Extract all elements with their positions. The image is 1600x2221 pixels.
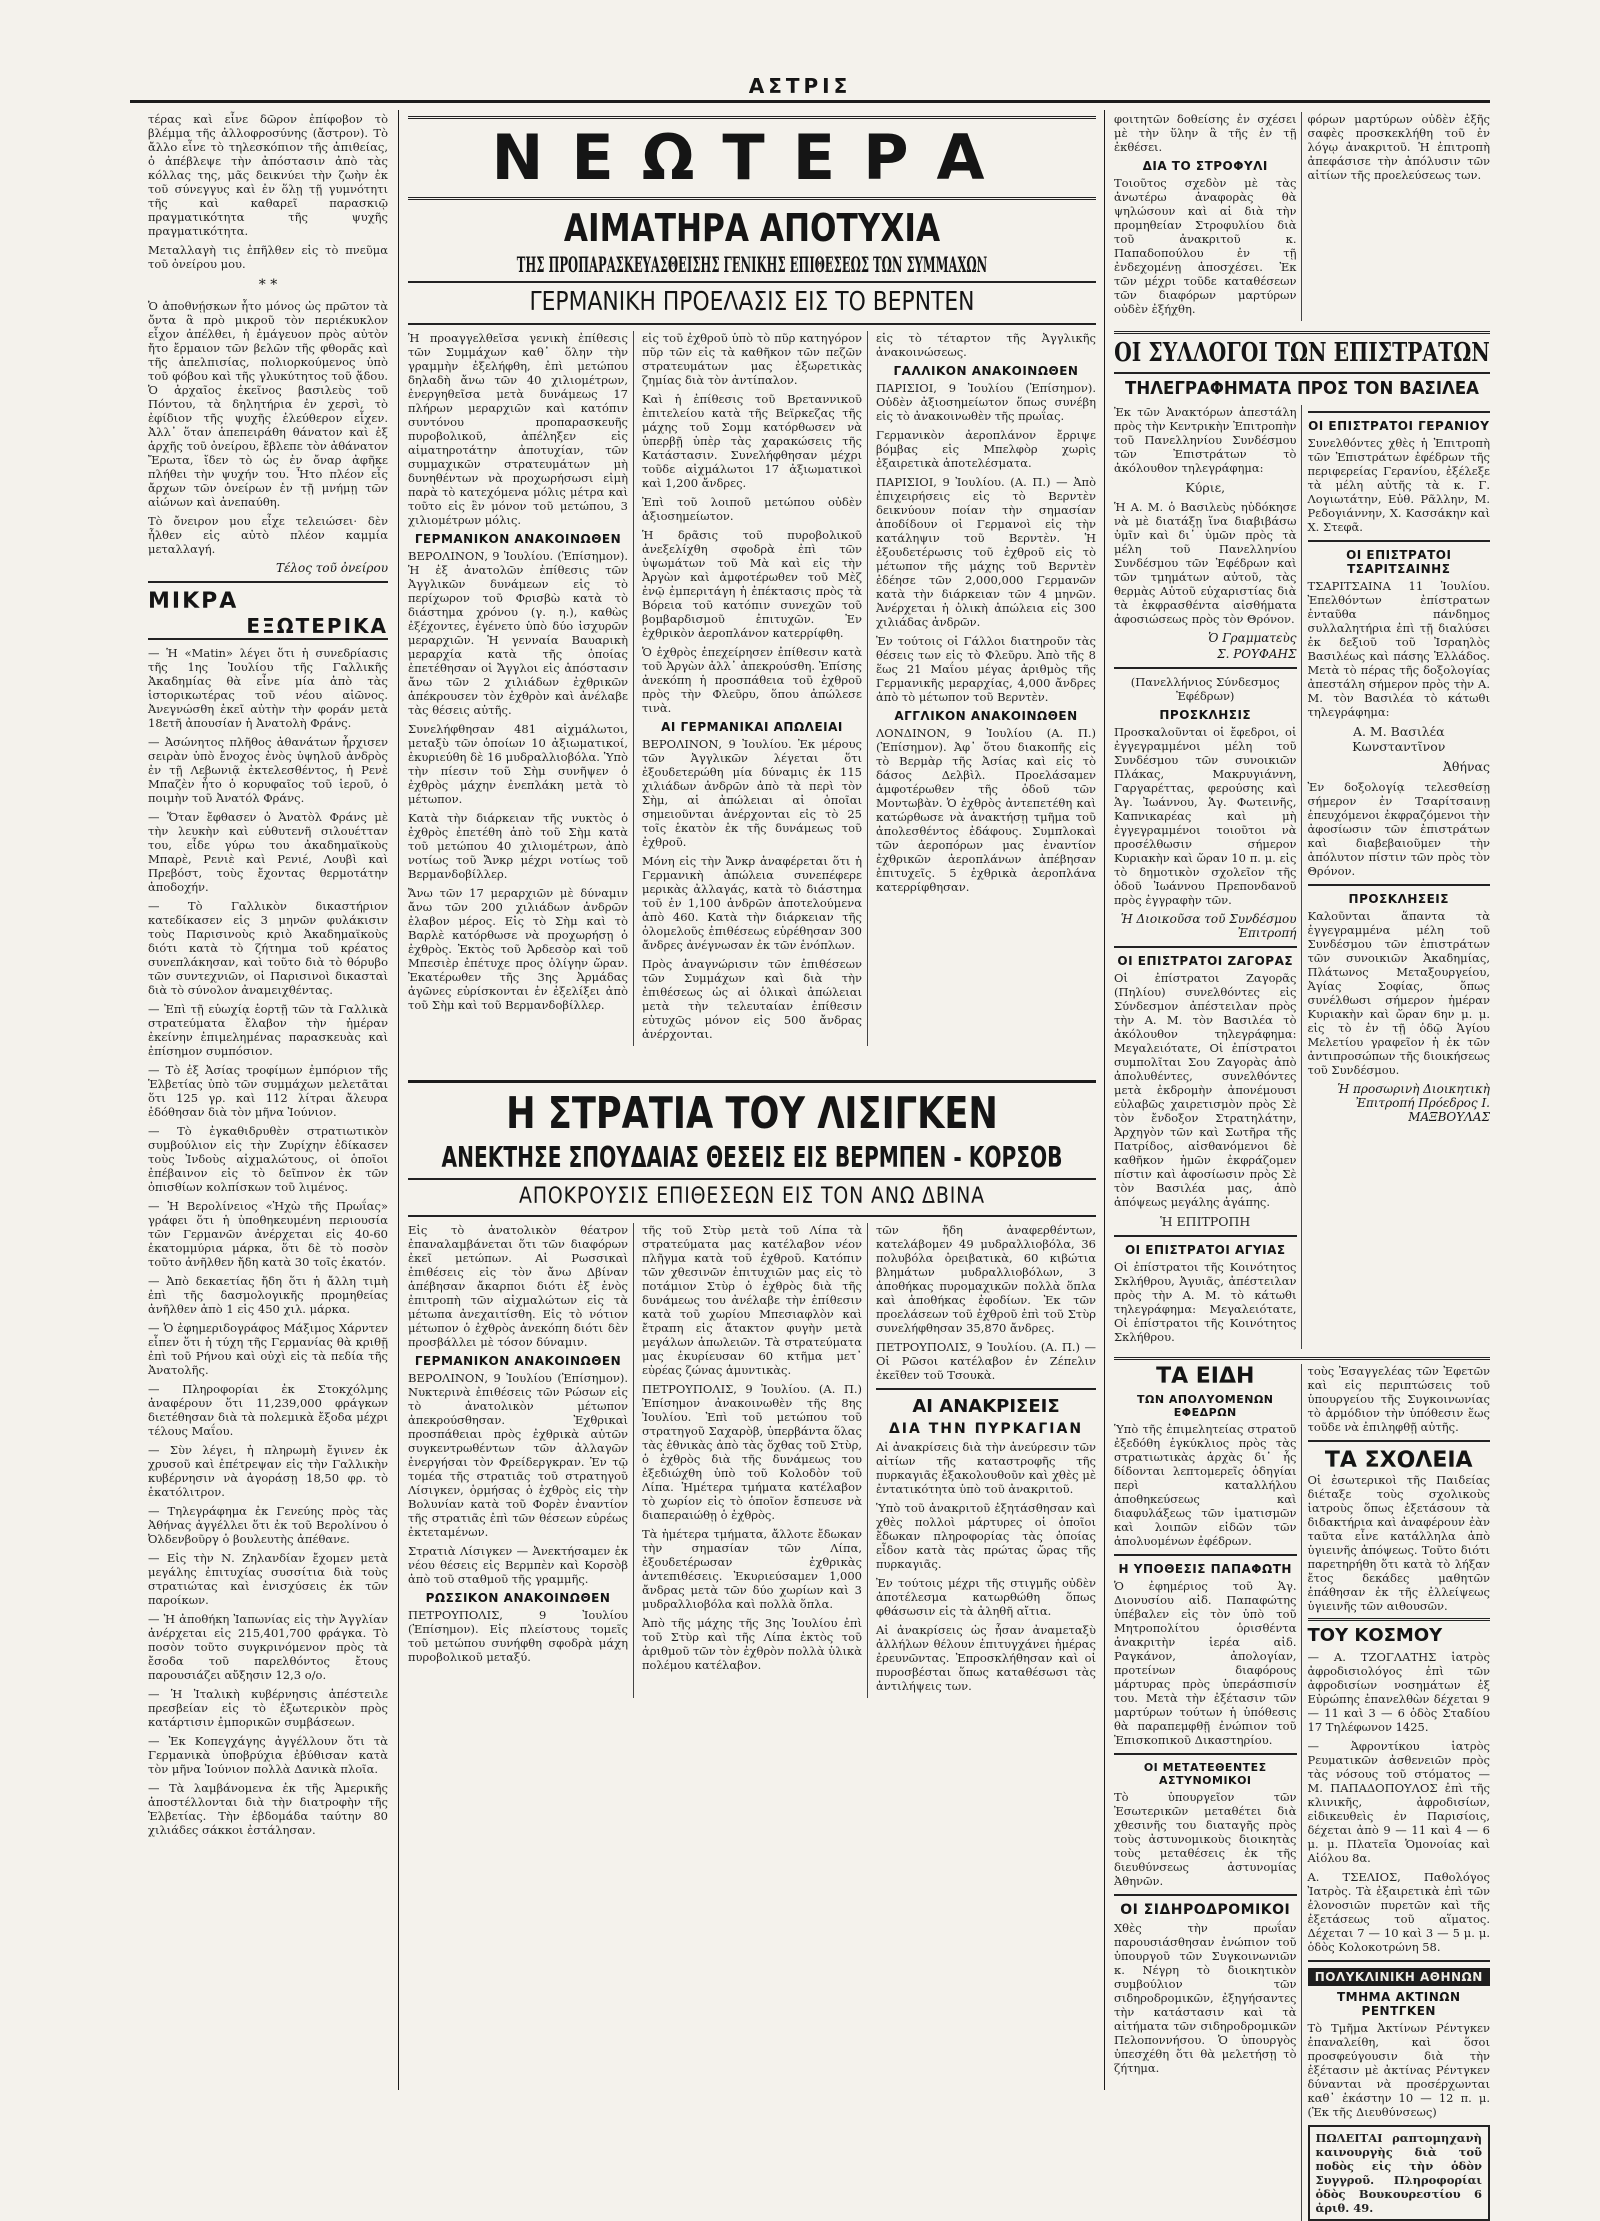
lisigken-headline: Η ΣΤΡΑΤΙΑ ΤΟΥ ΛΙΣΙΓΚΕΝ [506,1088,998,1139]
sxoleia-heading: ΤΑ ΣΧΟΛΕΙΑ [1324,1448,1473,1474]
lisigken-column-3-body [876,1223,1096,1382]
right-lower-subcolumn-2 [1308,1364,1491,2221]
news-paragraph: ΠΕΤΡΟΥΠΟΛΙΣ, 9 Ἰουλίου. (Α. Π.) — Οἱ Ρῶσοι κατέλαβον ἐν Ζέπελιν ἐκεῖθεν τοῦ Τσουκὰ. [876,1340,1096,1382]
right-top-right [1308,112,1491,321]
polyklinik-rule [1308,1960,1491,1962]
news-paragraph: Καὶ ἡ ἐπίθεσις τοῦ Βρεταννικοῦ ἐπιτελείου κατὰ τῆς Βεϊρκεζας τῆς μάχης τοῦ Σομμ κατόρθωσεν νὰ ὑπερβῇ ὑπὲρ τὰς χαρακώσεις τῆς Κατάστασιν. Συνελήφθησαν μέχρι τοῦδε αἰχμάλωτοι 17 ἀξιωματικοὶ καὶ 1,200 ἄνδρες. [642,392,862,490]
syllogoi-heading: ΟΙ ΣΥΛΛΟΓΟΙ ΤΩΝ ΕΠΙΣΤΡΑΤΩΝ [1114,338,1490,368]
news-paragraph: Εἰς τὸ ἀνατολικὸν θέατρον ἐπαναλαμβάνεται ὅτι τῶν διαφόρων ἐκεῖ μετώπων. Αἱ Ρωσσικαὶ ἐπιθέσεις εἰς τὸν ἄνω Δβίναν ἀπέβησαν ἄκαρποι διότι ἐξ ἑνὸς ἐπιτροπὴ τῶν αἰχμαλώτων εἰς τὰ μέτωπα ἀνεχαιτίσθη. Εἰς τὸ νότιον μέτωπον ὁ ἐχθρὸς ἀνεκόπη διότι δὲν προσβάλλει μὲ τόσον δύναμιν. [408,1223,628,1349]
news-paragraph: Πρὸς ἀναγνώρισιν τῶν ἐπιθέσεων τῶν Συμμάχων καὶ διὰ τὴν ἐπιθέσεως ὡς αἱ ὁλικαὶ ἀπώλειαι μετὰ τὴν τελευταίαν ἐπίθεσιν εὐτυχῶς μόνον εἰς 500 ἄνδρας ἀνέρχονται. [642,957,862,1041]
lisigken-column-3 [876,1223,1096,1698]
panel-body: Προσκαλοῦνται οἱ ἔφεδροι, οἱ ἐγγεγραμμένοι μέλη τοῦ Συνδέσμου τῶν συνοικιῶν Πλάκας, Μακρυγιάννη, Γαργαρέττας, φερούσης καὶ Ἁγ. Ἰωάννου, Ἁγ. Φωτεινῆς, Καπνικαρέας καὶ μὴ ἐγγεγραμμένοι τοιοῦτοι νὰ προσέλθωσιν σήμερον Κυριακὴν καὶ ὥραν 10 π. μ. εἰς τὸ δημοτικὸν σχολεῖον τῆς ὁδοῦ Ἰωάννου Πρεπονδανοῦ πρὸς ἐγγραφὴν τῶν. [1114,725,1297,908]
news-paragraph: ΛΟΝΔΙΝΟΝ, 9 Ἰουλίου (Α. Π.) (Ἐπίσημον). Ἀφ᾿ ὅτου διακοπῆς εἰς τὸ Βερμὰρ τῆς Ἀσίας καὶ εἰς τὸ δάσος Δελβὶλ. Προελάσαμεν ἀμφοτέρωθεν τῆς ὁδοῦ τῶν Μοντωβὰν. Ὁ ἐχθρὸς ἀντεπετέθη καὶ κατώρθωσε νὰ ἀνακτήσῃ τμῆμα τοῦ ἀπολεσθέντος ἐδάφους. Συμπλοκαὶ τῶν ἀεροπόρων μας ἐναντίον ἐχθρικῶν ἀεροπλάνων ἀπέβησαν ἐπιτυχεῖς. 5 ἐχθρικὰ ἀεροπλάνα κατερρίφθησαν. [876,726,1096,894]
news-paragraph: τῆς τοῦ Στὺρ μετὰ τοῦ Λίπα τὰ στρατεύματα μας κατέλαβον νέον πλῆγμα κατὰ τοῦ ἐχθροῦ. Κατόπιν τῶν χθεσινῶν ἐπιτυχιῶν μας εἰς τὸ ποτάμιον Στὺρ ὁ ἐχθρὸς διὰ τῆς δυνάμεως του ἀνέλαβε τὴν ἐπίθεσιν κατὰ τοῦ χωρίου Μπεσιαφλὸν καὶ ἔτραπη εἰς ἄτακτον φυγὴν μετὰ μεγάλων ἀπωλειῶν. Τὰ στρατεύματα μας ἐκυρίευσαν 60 κτῆμα μετ᾿ εὐρέας ζώνας ἀμυντικὰς. [642,1223,862,1377]
subhead2-rule [408,323,1096,325]
news-item: — Ἡ ἀποθήκη Ἰαπωνίας εἰς τὴν Ἀγγλίαν ἀνέρχεται εἰς 215,401,700 φράγκα. Τὸ ποσὸν τοῦτο συγκρινόμενον πρὸς τὰ ἔσοδα τοῦ παρελθόντος ἔτους παρουσιάζει αὔξησιν 12,3 ο/ο. [148,1612,388,1682]
news-paragraph: Κατὰ τὴν διάρκειαν τῆς νυκτὸς ὁ ἐχθρὸς ἐπετέθη ἀπὸ τοῦ Σὴμ κατὰ τοῦ μετώπου 40 χιλιομέτρων, ἀπὸ νοτίως τοῦ Ἄνκρ μέχρι νοτίως τοῦ Βερμανδοβίλλερ. [408,811,628,881]
tsaritsaini-city: Ἀθήνας [1442,759,1490,775]
left-divider [148,581,388,583]
lisigken-column-2 [642,1223,868,1698]
news-item: — Τὸ ἐξ Ἀσίας τροφίμων ἐμπόριον τῆς Ἑλβετίας ὑπὸ τῶν συμμάχων μελετᾶται ὅτι 125 γρ. καὶ 112 λίτραι ἄλευρα ἐδόθησαν διὰ τὸν μῆνα Ἰούνιον. [148,1063,388,1119]
papafotis-rule [1114,1554,1297,1556]
lisigken-subhead-2: ΑΠΟΚΡΟΥΣΙΣ ΕΠΙΘΕΣΕΩΝ ΕΙΣ ΤΟΝ ΑΝΩ ΔΒΙΝΑ [519,1184,985,1209]
classified-box [1308,2125,1491,2221]
lisigken-rule-2 [408,1215,1096,1217]
sxoleia-rule [1308,1440,1491,1442]
section-subheading: ΑΓΓΛΙΚΟΝ ΑΝΑΚΟΙΝΩΘΕΝ [894,709,1078,723]
panel-signature: Ἡ Διοικοῦσα τοῦ Συνδέσμου Ἐπιτροπή [1120,912,1297,941]
syllogoi-signature-role: Ὁ Γραμματεὺς [1208,631,1297,646]
story-column-3 [876,331,1096,1046]
polyklinik-body: Τὸ Τμῆμα Ἀκτίνων Ρέντγκεν ἐπαναλείθη, καὶ ὅσοι προσφεύγουσιν διὰ τὴν ἐξέτασιν μὲ ἀκτίνας Ρέντγκεν δύνανται νὰ προσέρχωνται καθ᾿ ἑκάστην 10 — 12 π. μ. (Ἐκ τῆς Διευθύνσεως) [1307,2021,1490,2120]
news-paragraph: Ὁ ἐχθρὸς ἐπεχείρησεν ἐπίθεσιν κατὰ τοῦ Ἀργὼν ἀλλ᾿ ἀπεκρούσθη. Ἐπίσης ἀνεκόπη ἡ προσπάθεια τοῦ ἐχθροῦ πρὸς τὴν Φλεῦρυ, ὅπου ἀπώλεσε τινὰ. [642,645,862,715]
news-paragraph: Ἀπὸ τῆς μάχης τῆς 3ης Ἰουλίου ἐπὶ τοῦ Στὺρ καὶ τῆς Λίπα ἐκτὸς τοῦ ἀριθμοῦ τῶν τὸν ἐχθρὸν πολλὰ ὑλικὰ πολέμου κατέλαβον. [642,1616,862,1672]
geraniou-heading: ΟΙ ΕΠΙΣΤΡΑΤΟΙ ΓΕΡΑΝΙΟΥ [1308,419,1490,433]
news-paragraph: τῶν ἤδη ἀναφερθέντων, κατελάβομεν 49 μυδραλλιοβόλα, 36 πολυβόλα ὀρειβατικὰ, 60 κιβώτια βλημάτων μυδραλλιοβόλων, 3 ἀποθήκας πυρομαχικῶν πολλὰ ὅπλα καὶ ἀποθήκας ἐφοδίων. Ἐκ τῶν προελάσεων τοῦ ἐχθροῦ ἐπὶ τοῦ Στὺρ συνελήφθησαν 35,870 ἄνδρες. [876,1223,1096,1335]
news-paragraph: Ὑπὸ τοῦ ἀνακριτοῦ ἐξητάσθησαν καὶ χθὲς πολλοὶ μάρτυρες οἱ ὁποῖοι ἔδωκαν πληροφορίας τὰς ὁποίας εἶδον κατὰ τὰς πρώτας ὥρας τῆς πυρκαγιᾶς. [876,1501,1096,1571]
news-item: — Ἀπὸ δεκαετίας ἤδη ὅτι ἡ ἄλλη τιμὴ ἐπὶ τῆς δασμολογικῆς προμηθείας ἀνῆλθεν ἀπὸ 1 εἰς 450 χιλ. μάρκα. [148,1274,388,1316]
news-paragraph: εἰς τοῦ ἐχθροῦ ὑπὸ τὸ πῦρ κατηγόρον πῦρ τῶν εἰς τὰ καθῆκον τῶν πεζῶν στρατευμάτων μας ἐξωρετικὰς ζημίας διὰ τὸν ἀντίπαλον. [642,331,862,387]
right-subcolumn-2 [1308,405,1491,1349]
polyklinik-subheading: ΤΜΗΜΑ ΑΚΤΙΝΩΝ ΡΕΝΤΓΚΕΝ [1336,1990,1461,2019]
tsaritsaini-body-2: Ἐν δοξολογίᾳ τελεσθείσῃ σήμερον ἐν Τσαρίτσαινῃ ἐπευχόμενοι ἐκφραζόμενοι τὴν ἀφοσίωσιν τῶν ἐπιστράτων καὶ διαβεβαιοῦμεν τὴν ἀπόλυτον πίστιν τῶν πρὸς τὸν Θρόνον. [1307,779,1490,878]
news-paragraph: Ἄνω τῶν 17 μεραρχιῶν μὲ δύναμιν ἄνω τῶν 200 χιλιάδων ἀνδρῶν ἐλαβον μέρος. Εἰς τὸ Σὴμ καὶ τὸ Βαρλὲ κατόρθωσε νὰ προχωρήσῃ ὁ ἐχθρὸς. Ἐκτὸς τοῦ Ἀρδεσὸρ καὶ τοῦ Μπεσιὲρ ἐπέτυχε προς ὀλίγην ὥραν. Ἐκατέρωθεν τῆς 3ης Ἀρμάδας ἀγῶνες εὑρίσκονται ἐν ἐξελίξει ἀπὸ τοῦ Σὴμ καὶ τοῦ Βερμανδοβίλλερ. [408,886,628,1012]
main-headline: ΑΙΜΑΤΗΡΑ ΑΠΟΤΥΧΙΑ [563,206,941,250]
right-top-left [1114,112,1302,321]
subhead-rule [408,281,1096,283]
right-lower-subcolumn-1 [1114,1364,1302,2221]
left-paragraph-2: Μεταλλαγὴ τις ἐπῆλθεν εἰς τὸ πνεῦμα τοῦ ὀνείρου μου. [148,243,388,271]
agyias-body: Οἱ ἐπίστρατοι τῆς Κοινότητος Σκλήθρου, Ἀγυιᾶς, ἀπέστειλαν πρὸς τὴν Α. Μ. τὸ κάτωθι τηλεγράφημα: Μεγαλειότατε, Οἱ ἐπίστρατοι τῆς Κοινότητος Σκλήθρου. [1114,1260,1297,1345]
news-paragraph: ΠΕΤΡΟΥΠΟΛΙΣ, 9 Ἰουλίου (Ἐπίσημον). Εἰς πλείστους τομεῖς τοῦ μετώπου συνήφθη σφοδρὰ μάχη πυροβολικοῦ μεταξύ. [408,1608,628,1664]
news-paragraph: Μόνη εἰς τὴν Ἄνκρ ἀναφέρεται ὅτι ἡ Γερμανικὴ ἀπώλεια συνεπέφερε μερικὰς ἀλλαγάς, κατὰ τὸ διάστημα τοῦ ἐν 1,100 ἀνδρῶν ἀποτελούμενα ἀπὸ 460. Κατὰ τὴν διάρκειαν τῆς ὁλομελοῦς ἐπιθέσεως εὑρέθησαν 300 ἄνδρες ἀνέγνωσαν ἐκ τῶν ἑνόπλων. [642,854,862,952]
geraniou-rule [1308,411,1491,413]
center-lisigken-story [408,1088,1096,2088]
news-paragraph: Ἐν τούτοις οἱ Γάλλοι διατηροῦν τὰς θέσεις των εἰς τὸ Φλεῦρυ. Ἀπὸ τῆς 8 ἕως 21 Μαΐου μέγας ἀριθμὸς τῆς Γερμανικῆς μεραρχίας, 4,000 ἄνδρες ἀπὸ τὸ μέτωπον τοῦ Βερντὲν. [876,634,1096,704]
news-paragraph: ΒΕΡΟΛΙΝΟΝ, 9 Ἰουλίου. (Ἐπίσημον). Ἡ ἐξ ἀνατολῶν ἐπίθεσις τῶν Ἀγγλικῶν δυνάμεων εἰς τὸ περίχωρον τοῦ Φρισβὼ κατὰ τὸ διάστημα χρόνου (γ. η.), καθὼς ἐξέχοντες, ἐγένετο ὑπὸ δύο ἰσχυρῶν μεραρχιῶν. Ἡ γενναία Βαυαρικὴ μεραρχία κατὰ τῆς ὁποίας ἐπετέθησαν οἱ Ἄγγλοι εἰς ἀπόστασιν ἄνω τῶν 2 χιλιάδων ἐχθρικῶν ἀπέκρουσεν τὸν ἐχθρὸν καὶ ἀνέλαβε τὰς θέσεις αὐτῆς. [408,549,628,717]
advertisement-item: Α. ΤΣΕΛΙΟΣ, Παθολόγος Ἰατρὸς. Τὰ ἐξαιρετικὰ ἐπὶ τῶν ἐλονοσιῶν πυρετῶν καὶ τῆς ἐξετάσεως τοῦ αἵματος. Δέχεται 7 — 10 καὶ 3 — 5 μ. μ. ὁδὸς Κολοκοτρώνη 58. [1307,1870,1490,1955]
kosmou-heading: ΤΟΥ ΚΟΣΜΟΥ [1307,1625,1443,1647]
strofyli-body: Τοιοῦτος σχεδὸν μὲ τὰς ἀνωτέρω ἀναφορὰς θὰ ψηλώσουν καὶ αἱ διὰ τὴν προμηθείαν Στροφυλίου διὰ τοῦ ἀνακριτοῦ κ. Παπαδοπούλου ἐν τῇ ἐνδεχομένῃ ἀποσχέσει. Ἐκ τῶν μέχρι τοῦδε καταθέσεων τῶν διαφόρων μαρτύρων οὐδὲν ἐξήχθη. [1114,176,1297,316]
classified-text: ΠΩΛΕΙΤΑΙ ραπτομηχανὴ καινουργὴς διὰ τοῦ ποδὸς εἰς τὴν ὁδὸν Συγγροῦ. Πληροφορίαι ὁδὸς Βουκουρεστίου 6 ἀριθ. 49. [1315,2131,1482,2216]
zagoras-heading: ΟΙ ΕΠΙΣΤΡΑΤΟΙ ΖΑΓΟΡΑΣ [1117,954,1294,969]
news-item: — Ἡ «Matin» λέγει ὅτι ἡ συνεδρίασις τῆς 1ης Ἰουλίου τῆς Γαλλικῆς Ἀκαδημίας θὰ εἶνε μία ἀπὸ τὰς ἱστορικωτέρας τοῦ νέου αἰῶνος. Ἀνεγνώσθη ἐκεῖ αὐτὴν τὴν φοράν μετὰ 18ετῆ ἀπουσίαν ἡ Ἀνατολὴ Φράνς. [148,646,388,730]
sidirodromikoi-heading: ΟΙ ΣΙΔΗΡΟΔΡΟΜΙΚΟΙ [1120,1902,1291,1919]
story-column-1 [408,331,634,1046]
right-lower-rule [1114,1357,1490,1360]
anakriseis-body [876,1440,1096,1693]
tsaritsaini-body: ΤΣΑΡΙΤΣΑΙΝΑ 11 Ἰουλίου. Ἐπελθόντων ἐπίστρατων ἐνταῦθα πάνδημος συλλαλητήρια ἐπὶ τῇ διαλύσει ἐκ δεξιοῦ τοῦ Ἰσραηλὸς Βασιλέως καὶ πάσης Ἑλλάδος. Μετὰ τὸ πέρας τῆς δοξολογίας ἀπεστάλη σήμερον πρὸς τὴν Α. Μ. τὸν Βασιλέα τὸ κάτωθι τηλεγράφημα: [1307,579,1490,719]
news-paragraph: Ἡ δρᾶσις τοῦ πυροβολικοῦ ἀνεξελίχθη σφοδρὰ ἐπὶ τῶν ὑψωμάτων τοῦ Μὰ καὶ εἰς τὴν Ἀργὼν καὶ ἀμφοτέρωθεν τοῦ Μὲζ ἐνῷ ἐμπεριτάγη ἡ ἐπέκτασις πρὸς τὰ Βόρεια τοῦ κατόπιν συνεχῶν τοῦ βομβαρδισμοῦ ἐπιτυχῶν. Ἐν ἐχθρικὸν ἀεροπλάνον κατερρίφθη. [642,528,862,640]
eidi-body: Ὑπὸ τῆς ἐπιμελητείας στρατοῦ ἐξεδόθη ἐγκύκλιος πρὸς τὰς στρατιωτικὰς ἀρχὰς δι᾿ ἧς δίδονται λεπτομερεῖς ὁδηγίαι περὶ καταλλήλου ἀποθηκεύσεως καὶ διαφυλάξεως τῶν ἱματισμῶν καὶ λοιπῶν εἰδῶν τῶν ἀπολυομένων ἐφέδρων. [1114,1422,1297,1549]
section-subheading: ΓΕΡΜΑΝΙΚΟΝ ΑΝΑΚΟΙΝΩΘΕΝ [414,532,622,546]
news-paragraph: Αἱ ἀνακρίσεις διὰ τὴν ἀνεύρεσιν τῶν αἰτίων τῆς καταστροφῆς τῆς πυρκαγιᾶς ἐξακολουθοῦν καὶ χθὲς μὲ ἐντατικότητα ὑπὸ τοῦ ἀνακριτοῦ. [876,1440,1096,1496]
running-head: ΑΣΤΡΙΣ [748,74,852,98]
news-paragraph: Γερμανικὸν ἀεροπλάνον ἔρριψε βόμβας εἰς Μπελφὸρ χωρὶς ἐξαιρετικὰ ἀποτελέσματα. [876,428,1096,470]
news-paragraph: ΠΑΡΙΣΙΟΙ, 9 Ἰουλίου. (Α. Π.) — Ἀπὸ ἐπιχειρήσεις εἰς τὸ Βερντὲν δεικνύουν ποίαν τὴν σημασίαν ἀποδίδουν οἱ Γερμανοὶ εἰς τὴν κατάληψιν τοῦ Βερντὲν. Ἡ ἐξουδετέρωσις τοῦ ἐχθροῦ εἰς τὸ μέτωπον τῆς μάχης τοῦ Βερντὲν ἐδέησε τῶν 2,000,000 Γερμανῶν κατὰ τὴν διάρκειαν τῶν 4 μηνῶν. Ἀνέρχεται ἡ ὀλικὴ ἀπώλεια εἰς 300 χιλιάδας ἀνδρῶν. [876,475,1096,629]
news-item: — Ἡ Βερολίνειος «Ἠχὼ τῆς Πρωΐας» γράφει ὅτι ἡ ὑποθηκευμένη περιουσία τῶν Γερμανῶν ἀνέρχεται εἰς 40-60 ἑκατομμύρια μάρκα, ὅτι δὲ τὸ ποσὸν τοῦτο ἀνῆλθεν ἤδη κατὰ 30 τοῖς ἑκατόν. [148,1199,388,1269]
news-item: — Ἐπὶ τῇ εὐωχίᾳ ἑορτῇ τῶν τὰ Γαλλικὰ στρατεύματα ἔλαβον τὴν ἡμέραν ἐκείνην ἐπιμελημένας παρασκευὰς καὶ ἐπίσημον συμπόσιον. [148,1002,388,1058]
anakriseis-subheading: ΔΙΑ ΤΗΝ ΠΥΡΚΑΓΙΑΝ [888,1421,1084,1437]
eidi-heading: ΤΑ ΕΙΔΗ [1156,1364,1255,1390]
news-item: — Τὸ Γαλλικὸν δικαστήριον κατεδίκασεν εἰς 3 μηνῶν φυλάκισιν τοὺς Παρισινοὺς κριὸ Ἀκαδημαϊκοὺς διότι κατὰ τὸ ζήτημα τοῦ κρέατος συνεπλάκησαν, καὶ τοῦτο διὰ τὸ θόρυβο τῶν συντεχνιῶν, οἱ Παρισινοὶ δικασταὶ διὰ τὸ σύνολον ἀναμειχθέντας. [148,899,388,997]
anakriseis-heading: ΑΙ ΑΝΑΚΡΙΣΕΙΣ [912,1396,1060,1417]
story-column-2 [642,331,868,1046]
asterisks-divider: * * [258,277,278,293]
section-subheading: ΓΕΡΜΑΝΙΚΟΝ ΑΝΑΚΟΙΝΩΘΕΝ [414,1354,622,1368]
section-subheading: ΑΙ ΓΕΡΜΑΝΙΚΑΙ ΑΠΩΛΕΙΑΙ [661,720,843,734]
proskleseis-signature: Ἡ προσωρινὴ Διοικητικὴ Ἐπιτροπή Πρόεδρος Ι. ΜΑΞΒΟΥΛΑΣ [1337,1081,1490,1124]
syllogoi-salutation: Κύριε, [1185,480,1226,495]
kosmou-rule [1308,1618,1491,1621]
polyklinik-heading: ΠΟΛΥΚΛΙΝΙΚΗ ΑΘΗΝΩΝ [1308,1968,1491,1986]
anakriseis-rule [876,1388,1096,1390]
news-item: — Σὺν λέγει, ἡ πληρωμὴ ἔγινεν ἐκ χρυσοῦ καὶ ἐπέτρεψαν εἰς τὴν Γαλλικὴν κυβέρνησιν νὰ ἀγοράσῃ 18,50 φρ. τὸ ἑκατόλιτρον. [148,1443,388,1499]
syllogoi-rule [1114,372,1490,374]
news-paragraph: ΒΕΡΟΛΙΝΟΝ, 9 Ἰουλίου (Ἐπίσημον). Νυκτερινὰ ἐπιθέσεις τῶν Ρώσων εἰς τὸ ἀνατολικὸν μέτωπον ἀπεκρούσθησαν. Ἐχθρικαὶ προσπάθειαι πρὸς ἐχθρικὰ αὐτῶν συγκεντρωθέντων τῶν ἀλλαγῶν ἐνεργήσαι τὸν Φρείδεργκραν. Ἐν τῷ τομέα τῆς στρατιᾶς τοῦ στρατηγοῦ Λίσιγκεν, ὁρμήσας ὁ ἐχθρὸς εἰς τὴν Βολυνίαν κατὰ τοῦ Φορὲν ἐναντίον τῆς στρατιᾶς ἐπὶ τῶν θέσεων εὐρέως ἐκτεταμένων. [408,1371,628,1539]
right-subcolumn-1 [1114,405,1302,1349]
eidi-subheading: ΤΩΝ ΑΠΟΛΥΟΜΕΝΩΝ ΕΦΕΔΡΩΝ [1136,1393,1274,1420]
news-item: — Τὰ λαμβάνομενα ἐκ τῆς Ἀμερικῆς ἀποστέλλονται διὰ τὴν διατροφὴν τῆς Ἑλβετίας. Τὴν ἐβδομάδα ταύτην 80 χιλιάδες σάκκοι ἐστάλησαν. [148,1781,388,1837]
right-column [1114,112,1490,2216]
right-top-right-text: φόρων μαρτύρων οὐδὲν ἐξῆς σαφὲς προσκεκλήθη τοῦ ἐν λόγῳ ἀνακριτοῦ. Ἡ ἐπιτροπὴ ἀπεφάσισε τὴν ἀπόλυσιν τῶν αἰτίων τῆς προελεύσεως των. [1307,112,1490,182]
story-columns [408,331,1096,1046]
right-lower-two-columns [1114,1364,1490,2221]
proskleseis-rule [1308,884,1491,886]
right-lower-top-text: τοὺς Ἐσαγγελέας τῶν Ἐφετῶν καὶ εἰς περιπτώσεις τοῦ ὑπουργείου τῆς Συγκοινωνίας τὸ ἀρμόδιον τὴν ὑπόθεσιν ἕως τοῦδε νὰ ἐπιληφθῇ αὐτῆς. [1307,1364,1490,1435]
tsaritsaini-heading: ΟΙ ΕΠΙΣΤΡΑΤΟΙ ΤΣΑΡΙΤΣΑΙΝΗΣ [1346,548,1452,576]
right-top-block [1114,112,1490,321]
left-paragraph-4: Τὸ ὄνειρον μου εἶχε τελειώσει· δὲν ἦλθεν εἰς αὐτὸ πλέον καμμία μεταλλαγή. [148,514,388,556]
metatethentes-rule [1114,1753,1297,1755]
syllogoi-signature-name: Σ. ΡΟΥΦΑΗΣ [1217,647,1297,662]
metatethentes-body: Τὸ ὑπουργεῖον τῶν Ἐσωτερικῶν μεταθέτει διὰ χθεσινῆς του διαταγῆς πρὸς τοὺς ἀστυνομικοὺς διοικητὰς τοὺς μεταθέσεις ἐκ τῆς διευθύνσεως ἀστυνομίας Ἀθηνῶν. [1114,1790,1297,1889]
neotera-masthead: ΝΕΩΤΕΡΑ [491,121,1013,194]
syllogoi-subheading: ΤΗΛΕΓΡΑΦΗΜΑΤΑ ΠΡΟΣ ΤΟΝ ΒΑΣΙΛΕΑ [1125,378,1479,399]
column-rule-1 [398,110,399,2090]
agyias-rule [1114,1235,1297,1237]
left-paragraph-3: Ὁ ἀποθνῄσκων ἦτο μόνος ὡς πρῶτον τὰ ὄντα ἃ πρὸ μικροῦ τὸν περιέκυκλον εἶχον ἀπέλθει, ἡ ἐμάγευον πρὸς αὐτὸν ἤτο ἔρμαιον τῶν βελῶν τῆς φθορᾶς καὶ τῆς ἀπελπισίας, πολιορκούμενος ὑπὸ τοῦ φόβου καὶ τῆς γλυκύτητος τοῦ ᾅδου. Ὁ ἀρχαῖος ἐκεῖνος βασιλεὺς τοῦ Πόντου, τὰ δηλητήρια ἐν χερσὶ, τὸ ἐφίδιον τῆς ψυχῆς ἐλεύθερον εἶχεν. Ἀλλ᾿ ὅταν ἀπεπειράθη θάνατον καὶ ἐξ ἀρχῆς τοῦ ὀνείρου, ἔβλεπε τὸν ἀθάνατον Ἔρωτα, ἴδεν τὸ ὡς ἐν ὄναρ ἀφῆκε πλήθει τὴν ψυχήν του. Ἦτο πλέον εἶς ἄρχων τῶν ὀνείρων ἐν τῇ μνήμῃ τῶν αἰώνων καὶ ἀνεπαύθη. [148,299,388,509]
news-item: — Ἐκ Κοπεγχάγης ἀγγέλλουν ὅτι τὰ Γερμανικὰ ὑποβρύχια ἐβύθισαν κατὰ τὸν μῆνα Ἰούνιον πολλὰ Δανικὰ πλοῖα. [148,1734,388,1776]
zagoras-body: Οἱ ἐπίστρατοι Ζαγορᾶς (Πηλίου) συνελθόντες εἰς Σύνδεσμον ἀπέστειλαν πρὸς τὴν Α. Μ. τὸν Βασιλέα τὸ ἀκόλουθον τηλεγράφημα: Μεγαλειότατε, Οἱ ἐπίστρατοι συμπολῖται Σου Ζαγορὰς ἀπὸ ἀπολυθέντες, συνελθόντες μετὰ ἐκδρομὴν ἀπονέμουσι εὐλαβῶς χαιρετισμὸν πρὸς Σὲ τὸν ἔνδοξον Στρατηλάτην, Ἀρχηγὸν τῶν καὶ Σωτῆρα τῆς Πατρίδος, αἰσθανόμενοι δὲ καθῆκον ἡμῶν ἐκφράζομεν πίστιν καὶ ἀφοσίωσιν πρὸς Σὲ τὸν Βασιλέα μας, ἀπὸ ἀπόψεως μεγάλης ἀγάπης. [1114,971,1297,1210]
news-paragraph: Ἐπὶ τοῦ λοιποῦ μετώπου οὐδὲν ἀξιοσημείωτον. [642,495,862,523]
center-top-story [408,112,1096,1072]
syllogoi-top-rule [1114,331,1490,334]
sidirodromikoi-rule [1114,1894,1297,1896]
left-news-list [148,646,388,1837]
news-item: — Εἰς τὴν Ν. Ζηλανδίαν ἔχομεν μετὰ μεγάλης ἐπιτυχίας συσσίτια διὰ τοὺς στρατιώτας καὶ ἐνισχύσεις ἐκ τῶν παροίκων. [148,1551,388,1607]
zagoras-rule [1114,946,1297,948]
tsaritsaini-rule [1308,540,1491,542]
news-item: — Πληροφορίαι ἐκ Στοκχόλμης ἀναφέρουν ὅτι 11,239,000 φράγκων διετέθησαν διὰ τὰ πολεμικὰ ἔξοδα μέχρι τέλους Μαΐου. [148,1382,388,1438]
strofyli-heading: ΔΙΑ ΤΟ ΣΤΡΟΦΥΛΙ [1142,159,1268,173]
masthead-top-rule [408,116,1096,119]
secondary-subhead: ΓΕΡΜΑΝΙΚΗ ΠΡΟΕΛΑΣΙΣ ΕΙΣ ΤΟ ΒΕΡΝΤΕΝ [529,287,975,317]
geraniou-body: Συνελθόντες χθὲς ἡ Ἐπιτροπὴ τῶν Ἐπιστράτων ἐφέδρων τῆς περιφερείας Γερανίου, ἐξέλεξε τὰ μέλη αὐτῆς τὰ κ. Γ. Λογιωτάτην, Εὐθ. Ρᾶλλην, Μ. Ρεδογιάννην, Χ. Κασσάκην καὶ Χ. Στεφᾶ. [1307,436,1490,534]
news-item: — Τηλεγράφημα ἐκ Γενεύης πρὸς τὰς Ἀθήνας ἀγγέλλει ὅτι ἐκ τοῦ Βερολίνου ὁ Ὀλδενβοῦργ ὁ βουλευτὴς ἀπέθανε. [148,1504,388,1546]
news-item: — Ἡ Ἰταλικὴ κυβέρνησις ἀπέστειλε πρεσβείαν εἰς τὸ ἐξωτερικὸν πρὸς κατάρτισιν ἐμπορικῶν συμβάσεων. [148,1687,388,1729]
column-rule-2 [1104,110,1105,2090]
proskleseis-body: Καλοῦνται ἅπαντα τὰ ἐγγεγραμμένα μέλη τοῦ Συνδέσμου τῶν ἐπιστράτων τῶν συνοικιῶν Ἀκαδημίας, Πλάτωνος Μεταξουργείου, Ἀγίας Σοφίας, ὅπως συνέλθωσι σήμερον ἡμέραν Κυριακὴν καὶ ὥραν 6ην μ. μ. εἰς τὸ ἐν τῇ ὁδῷ Ἁγίου Μελετίου γραφεῖον ἡ ἐκ τῶν ἀντιπροσώπων τῆς διοικήσεως τοῦ Συνδέσμου. [1307,908,1490,1077]
lisigken-columns [408,1223,1096,1698]
news-paragraph: Ἡ προαγγελθεῖσα γενικὴ ἐπίθεσις τῶν Συμμάχων καθ᾿ ὅλην τὴν γραμμὴν ἐξελήφθη, ἐπὶ μετώπου δηλαδὴ ἄνω τῶν 40 χιλιομέτρων, ἐνεργηθεῖσα μετὰ δυνάμεως 17 πλήρων μεραρχιῶν καὶ κατόπιν συντόνου προπαρασκευῆς πυροβολικοῦ, ἀπέληξεν εἰς αἱματηροτάτην ἀποτυχίαν, τῶν συμμαχικῶν στρατευμάτων μὴ δυνηθέντων νὰ προχωρήσωσι εἰμὴ παρὰ τὸ κατεχόμενα μόλις μέτρα καὶ τοῦτο εἰς ἓν μόνον τοῦ μετώπου, 3 χιλιομέτρων μόλις. [408,331,628,527]
mikra-heading: ΜΙΚΡΑ [148,589,239,614]
news-item: — Ἀσώνητος πλῆθος ἀθανάτων ἦρχισεν σειρὰν ὑπὸ ἔνοχος ἐνὸς ὑψηλοῦ ἀνδρὸς ἐν τῇ Λεβωνιᾷ ἐκτελεσθέντος, ἡ Ρενὲ Μπαζὲν ἦτο ὁ κορυφαῖος τοῦ ἱεροῦ, ὁ ποιμὴν τοῦ Ἀνατόλ Φράνς. [148,735,388,805]
news-paragraph: ΠΑΡΙΣΙΟΙ, 9 Ἰουλίου (Ἐπίσημον). Οὐδὲν ἀξιοσημείωτον ὅπως συνέβη εἰς τὸ ἀνακοινωθὲν τῆς πρωΐας. [876,381,1096,423]
section-subheading: ΓΑΛΛΙΚΟΝ ΑΝΑΚΟΙΝΩΘΕΝ [893,364,1079,378]
papafotis-heading: Η ΥΠΟΘΕΣΙΣ ΠΑΠΑΦΩΤΗ [1118,1562,1292,1577]
news-item: — Ὁ ἐφημεριδογράφος Μάξιμος Χάρντεν εἶπεν ὅτι ἡ τύχη τῆς Γερμανίας θὰ κριθῇ ἐπὶ τοῦ Ρήνου καὶ οὐχὶ εἰς τὰ πεδία τῆς Ἀνατολῆς. [148,1321,388,1377]
tsaritsaini-addressee: Α. Μ. Βασιλέα Κωνσταντῖνον [1352,724,1446,755]
sidirodromikoi-body: Χθὲς τὴν πρωΐαν παρουσιάσθησαν ἐνώπιον τοῦ ὑπουργοῦ τῶν Συγκοινωνιῶν κ. Νέγρη τὸ διοικητικὸν συμβούλιον τῶν σιδηροδρομικῶν, ἐξηγήσαντες τὴν κατάστασιν καὶ τὰ αἰτήματα τῶν σιδηροδρομικῶν Πελοποννήσου. Ὁ ὑπουργὸς ὑπεσχέθη ὅτι θὰ μελετήσῃ τὸ ζήτημα. [1114,1921,1297,2076]
right-top-intro: φοιτητῶν δοθείσης ἐν σχέσει μὲ τὴν ὕλην ἃ τῆς ἐν τῇ ἐκθέσει. [1114,112,1297,154]
papafotis-body: Ὁ ἐφημέριος τοῦ Ἁγ. Διονυσίου αἰδ. Παπαφώτης ὑπέβαλεν εἰς τὸν ὑπὸ τοῦ Μητροπολίτου ὁρισθέντα ἀνακριτὴν ἱερέα αἰδ. Ραγκάνον, ἀπολογίαν, προτείνων διαφόρους μάρτυρας πρὸς ὑπεράσπισίν του. Μετὰ τὴν ἐξέτασιν τῶν μαρτύρων τούτων ἡ ὑπόθεσις θὰ παραπεμφθῇ ἐνώπιον τοῦ Ἐπισκοπικοῦ Δικαστηρίου. [1114,1579,1297,1748]
news-paragraph: ΠΕΤΡΟΥΠΟΛΙΣ, 9 Ἰουλίου. (Α. Π.) Ἐπίσημον ἀνακοινωθὲν τῆς 8ης Ἰουλίου. Ἐπὶ τοῦ μετώπου τοῦ στρατηγοῦ Σαχαρὸβ, ὑπερβάντα ὅλας τὰς ἐθνικὰς ἀπὸ τὰς ὅχθας τοῦ Στὺρ, ὁ ἐχθρὸς διὰ τῆς δυνάμεως του ἐξεδιώχθη ὑπὸ τοῦ Κολοδὸν τοῦ Λίπα. Ἡμέτερα τμήματα κατέλαβον τὸ χωρίον εἰς τὸ ὁποῖον ἔσπευσε νὰ διαπεραιώθῃ ὁ ἐχθρὸς. [642,1382,862,1522]
news-item: — Τὸ ἐγκαθιδρυθὲν στρατιωτικὸν συμβούλιον εἰς τὴν Ζυρίχην ἐδίκασεν τοὺς Ἰνδοὺς αἰχμαλώτους, οἱ ὁποῖοι ἐπέβαινον εἰς τὸ δεῖπνον ἐκ τῶν ὀπισθίων κολπίσκων τοῦ λιμένος. [148,1124,388,1194]
agyias-heading: ΟΙ ΕΠΙΣΤΡΑΤΟΙ ΑΓΥΙΑΣ [1124,1243,1286,1258]
news-paragraph: Συνελήφθησαν 481 αἰχμάλωτοι, μεταξὺ τῶν ὁποίων 10 ἀξιωματικοί, ἐκυριεύθη δὲ 16 μυδραλλιοβόλα. Ὑπὸ τὴν πίεσιν τοῦ Σὴμ συνῆψεν ὁ ἐχθρὸς μάχην ἐνεπλάκη μετὰ τὸ μέτωπον. [408,722,628,806]
news-item: — Ὅταν ἔφθασεν ὁ Ἀνατὸλ Φράνς μὲ τὴν λευκὴν καὶ εὐθυτενῆ σιλουέτταν του, εἶδε γύρω του ἀκαδημαϊκοὺς Μπαρὲ, Ρενιὲ καὶ Ρενιέ, Λουβὶ καὶ Πρεβόστ, τοὺς ἔχοντας θερμοτάτην ἀποδοχήν. [148,810,388,894]
syllogoi-text: Ἡ Α. Μ. ὁ Βασιλεὺς ηὐδόκησε νὰ μὲ διατάξῃ ἵνα διαβιβάσω ὑμῖν καὶ δι᾿ ὑμῶν πρὸς τὰ μέλη τοῦ Πανελληνίου Συνδέσμου τῶν Ἐφέδρων καὶ τῶν τμημάτων αὐτοῦ, τὰς θερμὰς Αὐτοῦ εὐχαριστίας διὰ τὰ ἐκφρασθέντα αἰσθήματα ἀφοσιώσεως πρὸς τὸν Θρόνον. [1114,500,1297,627]
lisigken-top-rule [408,1080,1096,1083]
panel-rule [1114,667,1297,669]
news-paragraph: Στρατιὰ Λίσιγκεν — Ἀνεκτήσαμεν ἐκ νέου θέσεις εἰς Βερμπὲν καὶ Κορσὸβ ἀπὸ τοῦ σταθμοῦ τῆς γραμμῆς. [408,1544,628,1586]
zagoras-signature: Ἡ ΕΠΙΤΡΟΠΗ [1160,1214,1251,1230]
panel-subheading: (Πανελλήνιος Σύνδεσμος Ἐφέδρων) [1130,675,1280,704]
panel-heading: ΠΡΟΣΚΛΗΣΙΣ [1159,708,1252,723]
left-column [148,112,388,2082]
exoterika-heading: ΕΞΩΤΕΡΙΚΑ [148,614,388,640]
metatethentes-heading: ΟΙ ΜΕΤΑΤΕΘΕΝΤΕΣ ΑΣΤΥΝΟΜΙΚΟΙ [1143,1761,1267,1788]
news-paragraph: Ἐν τούτοις μέχρι τῆς στιγμῆς οὐδὲν ἀποτέλεσμα κατωρθώθη ὅπως φθάσωσιν εἰς τὰ ἀληθῆ αἴτια. [876,1576,1096,1618]
lisigken-subhead: ΑΝΕΚΤΗΣΕ ΣΠΟΥΔΑΙΑΣ ΘΕΣΕΙΣ ΕΙΣ ΒΕΡΜΠΕΝ - ΚΟΡΣΟΒ [441,1141,1063,1174]
top-rule [130,100,1490,103]
left-signature: Τέλος τοῦ ὀνείρου [275,561,388,575]
lisigken-column-1 [408,1223,634,1698]
lisigken-rule [408,1178,1096,1180]
masthead-bottom-rule [408,197,1096,200]
kosmou-list [1308,1650,1491,1954]
syllogoi-intro: Ἐκ τῶν Ἀνακτόρων ἀπεστάλη πρὸς τὴν Κεντρικὴν Ἐπιτροπὴν τοῦ Πανελληνίου Συνδέσμου τῶν Ἐπιστράτων τὸ ἀκόλουθον τηλεγράφημα: [1114,405,1297,475]
news-paragraph: Τὰ ἡμέτερα τμήματα, ἄλλοτε ἔδωκαν τὴν σημασίαν τῶν Λίπα, ἐξουδετέρωσαν ἐχθρικὰς ἀντεπιθέσεις. Ἐκυριεύσαμεν 1,000 ἄνδρας μετὰ τῶν δύο χωρίων καὶ 3 μυδραλλιοβόλα καὶ πολλὰ ὅπλα. [642,1527,862,1611]
main-subhead: ΤΗΣ ΠΡΟΠΑΡΑΣΚΕΥΑΣΘΕΙΣΗΣ ΓΕΝΙΚΗΣ ΕΠΙΘΕΣΕΩΣ ΤΩΝ ΣΥΜΜΑΧΩΝ [516,252,988,277]
news-paragraph: εἰς τὸ τέταρτον τῆς Ἀγγλικῆς ἀνακοινώσεως. [876,331,1096,359]
advertisement-item: — Ἀφροντίκου ἱατρὸς Ρευματικῶν ἀσθενειῶν πρὸς τὰς νόσους τοῦ στόματος — Μ. ΠΑΠΑΔΟΠΟΥΛΟΣ ἐπὶ τῆς κλινικῆς, ἀφροδισίων, εἰδικευθεὶς ἐν Παρισίοις, δέχεται ἀπὸ 9 — 11 καὶ 4 — 6 μ. μ. Πλατεῖα Ὁμονοίας καὶ Αἰόλου 8α. [1307,1739,1490,1866]
news-paragraph: Αἱ ἀνακρίσεις ὡς ἦσαν ἀναμεταξὺ ἀλλήλων θέλουν ἐπιτυγχάνει ἡμέρας ἐρευνῶντας. Ἐπροσκλήθησαν καὶ οἱ πυροσβέσται ὅπως καταθέσωσι τὰς ἀντιλήψεις των. [876,1623,1096,1693]
advertisement-item: — Α. ΤΖΟΓΛΑΤΗΣ ἰατρὸς ἀφροδισιολόγος ἐπὶ τῶν ἀφροδισίων νοσημάτων ἐξ Εὐρώπης ἐπανελθὼν δέχεται 9 — 11 καὶ 3 — 6 ὁδὸς Σταδίου 17 Τηλέφωνον 1425. [1307,1650,1490,1735]
left-top-paragraph: τέρας καὶ εἶνε δῶρον ἐπίφοβον τὸ βλέμμα τῆς ἀλλοφροσύνης (ἄστρον). Τὸ ἄλλο εἶνε τὸ τηλεσκόπιον τῆς ἀπιθείας, ὁ ἀπέβλεψε τὴν ἀπόστασιν ἀπὸ τὰς κόλλας της, μᾶς δεικνύει τὴν ζωὴν ἐκ τοῦ σύνεγγυς καὶ ἐν ὅλῃ τῇ γυμνότητι τῆς καὶ καθαρεῖ παρασκιῷ πραγματικότητα τῆς ψυχῆς πραγματικότητα. [148,112,388,238]
proskleseis-heading: ΠΡΟΣΚΛΗΣΕΙΣ [1348,891,1449,906]
sxoleia-body: Οἱ ἐσωτερικοὶ τῆς Παιδείας διέταξε τοὺς σχολικοὺς ἰατροὺς ὅπως ἐξετάσουν τὰ διδακτήρια καὶ ἀναφέρουν ἐὰν ταῦτα εἶνε κατάλληλα ἀπὸ ὑγιεινῆς ἀπόψεως. Τοῦτο διότι παρετηρήθη ὅτι κατὰ τὸ λήξαν ἔτος δεκάδες μαθητῶν ἐπάθησαν ἐκ τῆς ἐλλείψεως ὑγιεινῆς τῶν αιθουσῶν. [1307,1473,1490,1614]
section-subheading: ΡΩΣΣΙΚΟΝ ΑΝΑΚΟΙΝΩΘΕΝ [425,1591,611,1605]
right-two-columns [1114,405,1490,1349]
news-paragraph: ΒΕΡΟΛΙΝΟΝ, 9 Ἰουλίου. Ἐκ μέρους τῶν Ἀγγλικῶν λέγεται ὅτι ἐξουδετερώθη μία δύναμις ἐκ 115 χιλιάδων ἀνδρῶν ἀπὸ τὰ περὶ τὸν Σὴμ, αἱ ἀπώλειαι αἱ ὁποῖαι σημειοῦνται ἀνέρχονται εἰς τὸ 25 τοῖς ἑκατὸν ἐκ τῆς δυνάμεως τοῦ ἐχθροῦ. [642,737,862,849]
